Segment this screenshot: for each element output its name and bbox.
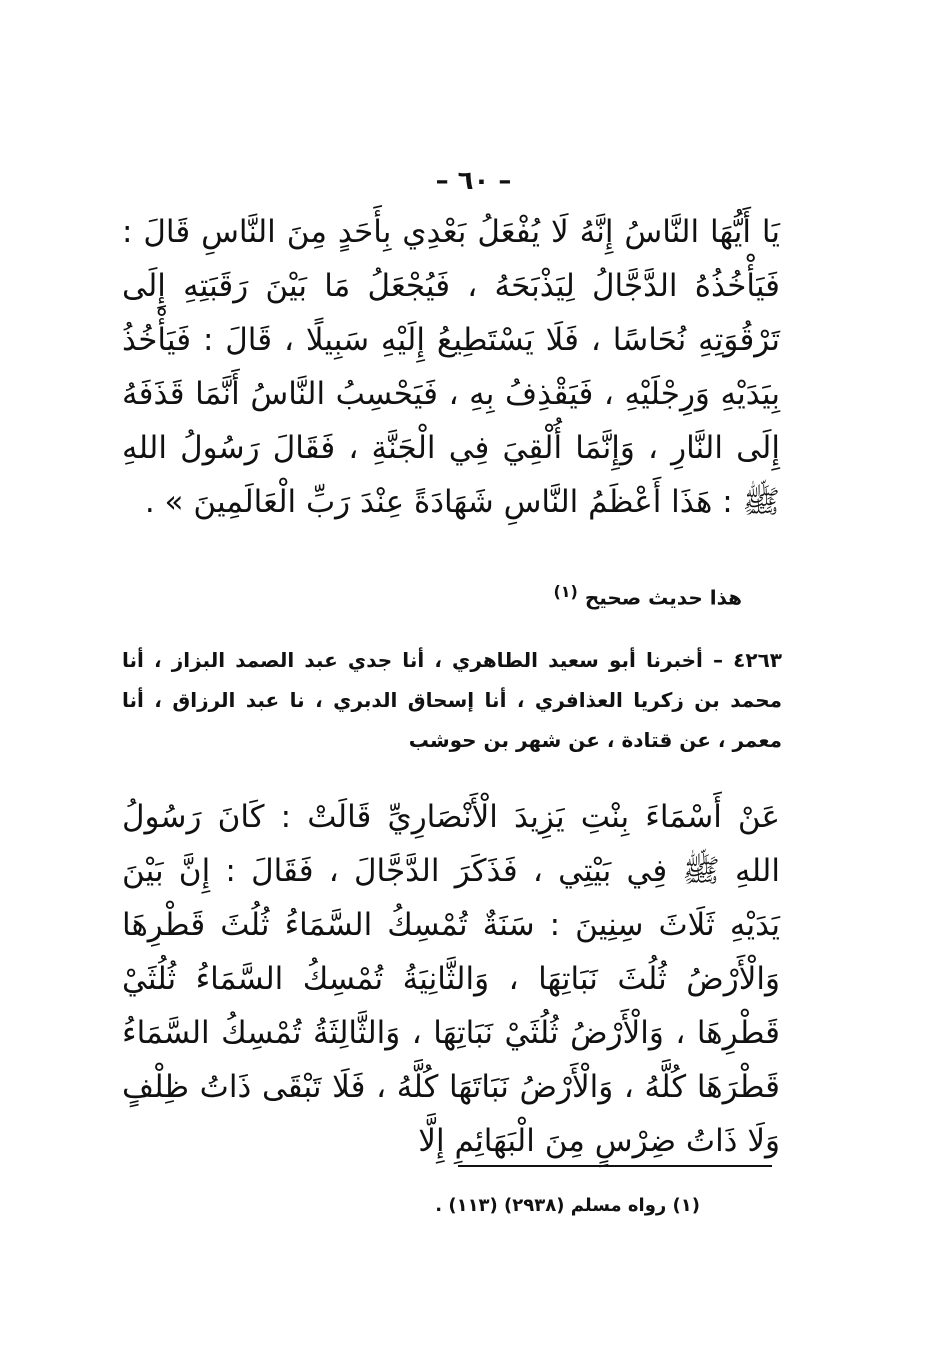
isnad-chain: ٤٢٦٣ – أخبرنا أبو سعيد الطاهري ، أنا جدي عبد الصمد البزاز ، أنا محمد بن زكريا العذافري ، أنا إسحاق الدبري ، نا عبد الرزاق ، أنا معمر ، عن قتادة ، عن شهر بن حوشب: [122, 648, 782, 752]
footnote: (١) رواه مسلم (٢٩٣٨) (١١٣) .: [435, 1195, 700, 1216]
footnote-ref: (١): [553, 582, 578, 601]
footnote-divider: [458, 1165, 772, 1167]
grade-text: هذا حديث صحيح: [584, 585, 742, 610]
hadith-grade: [122, 572, 782, 618]
hadith-text-paragraph-2: عَنْ أَسْمَاءَ بِنْتِ يَزِيدَ الْأَنْصَارِيِّ قَالَتْ : كَانَ رَسُولُ اللهِ ﷺ فِي بَيْتِي ، فَذَكَرَ الدَّجَّالَ ، فَقَالَ : إِنَّ بَيْنَ يَدَيْهِ ثَلَاثَ سِنِينَ : سَنَةٌ تُمْسِكُ السَّمَاءُ ثُلُثَ قَطْرِهَا وَالْأَرْضُ ثُلُثَ نَبَاتِهَا ، وَالثَّانِيَةُ تُمْسِكُ السَّمَاءُ ثُلُثَيْ قَطْرِهَا ، وَالْأَرْضُ ثُلُثَيْ نَبَاتِهَا ، وَالثَّالِثَةُ تُمْسِكُ السَّمَاءُ قَطْرَهَا كُلَّهُ ، وَالْأَرْضُ نَبَاتَهَا كُلَّهُ ، فَلَا تَبْقَى ذَاتُ ظِلْفٍ وَلَا ذَاتُ ضِرْسٍ مِنَ الْبَهَائِمِ إِلَّا: [122, 799, 780, 1159]
page-number: – ٦٠ –: [435, 166, 512, 196]
hadith-text-paragraph: يَا أَيُّهَا النَّاسُ إِنَّهُ لَا يُفْعَلُ بَعْدِي بِأَحَدٍ مِنَ النَّاسِ قَالَ : فَيَأْخُذُهُ الدَّجَّالُ لِيَذْبَحَهُ ، فَيُجْعَلُ مَا بَيْنَ رَقَبَتِهِ إِلَى تَرْقُوَتِهِ نُحَاسًا ، فَلَا يَسْتَطِيعُ إِلَيْهِ سَبِيلًا ، قَالَ : فَيَأْخُذُ بِيَدَيْهِ وَرِجْلَيْهِ ، فَيَقْذِفُ بِهِ ، فَيَحْسِبُ النَّاسُ أَنَّمَا قَذَفَهُ إِلَى النَّارِ ، وَإِنَّمَا أُلْقِيَ فِي الْجَنَّةِ ، فَقَالَ رَسُولُ اللهِ ﷺ : هَذَا أَعْظَمُ النَّاسِ شَهَادَةً عِنْدَ رَبِّ الْعَالَمِينَ » .: [122, 214, 780, 520]
